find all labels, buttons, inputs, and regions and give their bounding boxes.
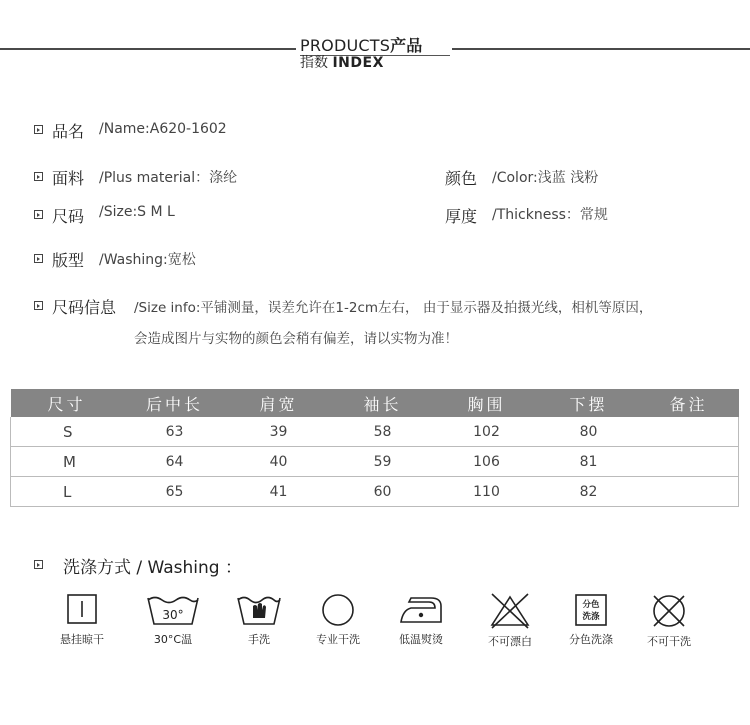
size-label: 尺码: [52, 207, 85, 226]
material-label: 面料: [52, 169, 85, 188]
svg-text:分色: 分色: [582, 600, 600, 610]
thickness-value: /Thickness：常规: [492, 207, 608, 223]
table-cell: 65: [123, 477, 227, 507]
care-title: 洗涤方式 / Washing ：: [63, 558, 242, 578]
care-label: 低温熨烫: [399, 633, 443, 646]
sizeinfo-line1: /Size info:平铺测量，误差允许在1-2cm左右， 由于显示器及拍摄光线，相机等原因，: [134, 300, 653, 316]
care-item-separate-wash: [553, 592, 629, 647]
table-header: 袖长: [331, 389, 435, 417]
no-bleach-icon: [487, 592, 533, 630]
header-line-left: [0, 48, 296, 50]
table-header: 肩宽: [227, 389, 331, 417]
table-cell: 40: [227, 447, 331, 477]
thickness-label: 厚度: [445, 207, 478, 226]
hand-wash-icon: [234, 592, 284, 628]
header-subtitle: 指数 INDEX: [300, 55, 384, 71]
table-cell: 80: [539, 417, 639, 447]
table-header-row: [11, 389, 739, 417]
care-item-hang-dry: [44, 592, 120, 647]
care-item-wash-30: [135, 592, 211, 647]
color-value: /Color:浅蓝 浅粉: [492, 170, 599, 186]
table-cell: 63: [123, 417, 227, 447]
table-header: 下摆: [539, 389, 639, 417]
table-cell: 60: [331, 477, 435, 507]
table-header: 备注: [639, 389, 739, 417]
table-cell: 58: [331, 417, 435, 447]
table-header: 胸围: [435, 389, 539, 417]
care-label: 分色洗涤: [569, 633, 613, 646]
bullet-icon: [34, 301, 43, 310]
table-header: 后中长: [123, 389, 227, 417]
material-value: /Plus material：涤纶: [99, 170, 238, 186]
table-cell: 106: [435, 447, 539, 477]
care-item-hand-wash: [221, 592, 297, 647]
care-label: 专业干洗: [316, 633, 360, 646]
table-cell: [639, 447, 739, 477]
care-label: 不可干洗: [647, 635, 691, 648]
wash-30-icon: [144, 592, 202, 628]
table-cell: 59: [331, 447, 435, 477]
svg-text:30°: 30°: [162, 608, 184, 622]
svg-text:洗涤: 洗涤: [582, 612, 600, 622]
name-label: 品名: [52, 122, 85, 141]
table-row: [11, 477, 739, 507]
table-cell: 102: [435, 417, 539, 447]
table-cell: 41: [227, 477, 331, 507]
table-row: [11, 447, 739, 477]
bullet-icon: [34, 210, 43, 219]
size-value: /Size:S M L: [99, 204, 175, 220]
care-label: 30°C温: [153, 633, 193, 646]
header-line-right: [452, 48, 750, 50]
low-iron-icon: [397, 592, 445, 628]
table-cell: 82: [539, 477, 639, 507]
sizeinfo-line2: 会造成图片与实物的颜色会稍有偏差，请以实物为准！: [134, 331, 458, 347]
care-label: 不可漂白: [488, 635, 532, 648]
dry-clean-icon: [318, 592, 358, 628]
table-cell: [639, 477, 739, 507]
table-cell: 64: [123, 447, 227, 477]
bullet-icon: [34, 125, 43, 134]
care-label: 悬挂晾干: [60, 633, 104, 646]
header-title: PRODUCTS产品: [300, 36, 423, 55]
table-cell: [639, 417, 739, 447]
bullet-icon: [34, 254, 43, 263]
sizeinfo-label: 尺码信息: [52, 298, 117, 317]
table-cell: L: [11, 477, 123, 507]
table-cell: 39: [227, 417, 331, 447]
care-label: 手洗: [248, 633, 270, 646]
table-cell: S: [11, 417, 123, 447]
table-row: [11, 417, 739, 447]
no-dry-clean-icon: [648, 592, 690, 630]
color-label: 颜色: [445, 169, 478, 188]
hang-dry-icon: [62, 592, 102, 628]
separate-wash-icon: [571, 592, 611, 628]
name-value: /Name:A620-1602: [99, 121, 227, 137]
style-label: 版型: [52, 251, 85, 270]
bullet-icon: [34, 560, 43, 569]
table-header: 尺寸: [11, 389, 123, 417]
style-value: /Washing:宽松: [99, 252, 196, 268]
table-cell: 110: [435, 477, 539, 507]
bullet-icon: [34, 172, 43, 181]
size-table: [10, 389, 739, 507]
care-item-no-dry-clean: [631, 592, 707, 649]
care-item-no-bleach: [472, 592, 548, 649]
table-cell: 81: [539, 447, 639, 477]
table-cell: M: [11, 447, 123, 477]
care-item-dry-clean: [300, 592, 376, 647]
care-item-low-iron: [383, 592, 459, 647]
